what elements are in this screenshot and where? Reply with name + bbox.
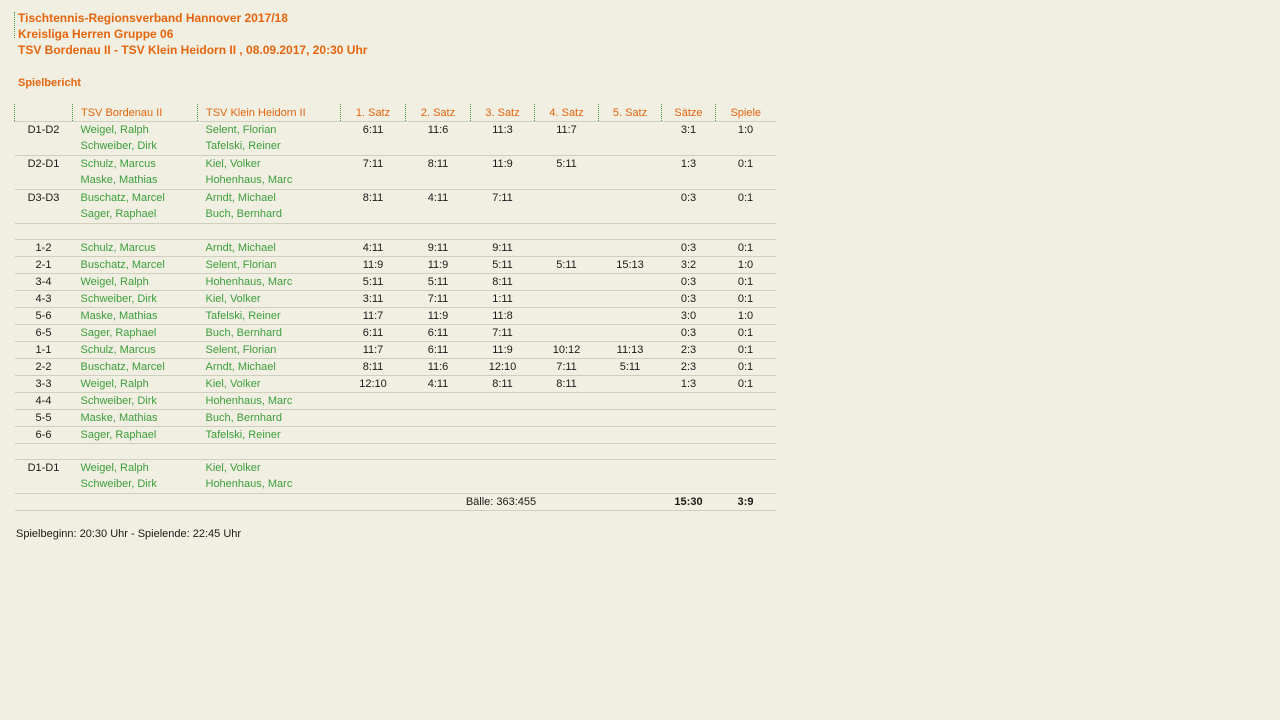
set-2-score-cell: 9:11 [406, 240, 471, 257]
set-1-score-cell: 11:7 [341, 342, 406, 359]
set-2-score-cell: 11:6 [406, 122, 471, 156]
set-1-score-cell [341, 393, 406, 410]
player-name: Schweiber, Dirk [80, 395, 157, 407]
spiele-cell: 0:1 [716, 342, 776, 359]
set-5-score-cell [599, 460, 662, 494]
player-name: Buschatz, Marcel [80, 192, 165, 204]
saetze-cell: 0:3 [662, 190, 716, 224]
away-players-cell [198, 325, 341, 342]
set-5-score-cell [599, 122, 662, 156]
away-players-cell [198, 190, 341, 224]
saetze-cell: 3:0 [662, 308, 716, 325]
header-match-col [15, 104, 73, 122]
spiele-cell: 0:1 [716, 325, 776, 342]
set-5-score-cell [599, 427, 662, 444]
home-players-cell [73, 156, 198, 190]
player-name: Schulz, Marcus [80, 242, 156, 254]
match-row-d1-d2 [15, 122, 776, 156]
set-4-score-cell [535, 291, 599, 308]
set-3-score-cell: 9:11 [471, 240, 535, 257]
player-name: Arndt, Michael [205, 361, 276, 373]
away-players-cell [198, 308, 341, 325]
away-players-cell [198, 410, 341, 427]
table-header-row [15, 104, 776, 122]
match-row-d1-d1 [15, 460, 776, 494]
player-name: Sager, Raphael [80, 208, 157, 220]
spiele-cell [716, 393, 776, 410]
set-3-score-cell: 8:11 [471, 274, 535, 291]
set-3-score-cell: 11:8 [471, 308, 535, 325]
saetze-cell [662, 427, 716, 444]
set-5-score-cell [599, 393, 662, 410]
player-name: Maske, Mathias [80, 412, 158, 424]
group-title: Kreisliga Herren Gruppe 06 [18, 27, 174, 41]
header-set-5: 5. Satz [599, 104, 662, 122]
match-row-6-6 [15, 427, 776, 444]
set-2-score-cell: 8:11 [406, 156, 471, 190]
spiele-cell: 0:1 [716, 291, 776, 308]
match-number-cell: 2-1 [15, 257, 73, 274]
player-name: Selent, Florian [205, 259, 277, 271]
set-3-score-cell: 11:9 [471, 156, 535, 190]
set-5-score-cell: 15:13 [599, 257, 662, 274]
home-players-cell [73, 410, 198, 427]
spiele-cell [716, 427, 776, 444]
away-players-cell [198, 274, 341, 291]
set-4-score-cell: 5:11 [535, 257, 599, 274]
set-5-score-cell [599, 410, 662, 427]
match-number-cell: 3-4 [15, 274, 73, 291]
home-players-cell [73, 308, 198, 325]
set-2-score-cell: 11:6 [406, 359, 471, 376]
away-players-cell [198, 156, 341, 190]
player-name: Maske, Mathias [80, 310, 158, 322]
match-number-cell: 4-4 [15, 393, 73, 410]
match-number-cell: D1-D2 [15, 122, 73, 156]
home-players-cell [73, 359, 198, 376]
home-players-cell [73, 393, 198, 410]
set-4-score-cell [535, 325, 599, 342]
home-players-cell [73, 257, 198, 274]
match-number-cell: 4-3 [15, 291, 73, 308]
set-1-score-cell [341, 460, 406, 494]
player-name: Maske, Mathias [80, 174, 158, 186]
league-title: Tischtennis-Regionsverband Hannover 2017/18 [18, 11, 288, 25]
home-players-cell [73, 427, 198, 444]
match-row-d2-d1 [15, 156, 776, 190]
set-4-score-cell [535, 460, 599, 494]
page-header [14, 10, 1280, 58]
header-set-3: 3. Satz [471, 104, 535, 122]
player-name: Weigel, Ralph [80, 276, 149, 288]
match-number-cell: D2-D1 [15, 156, 73, 190]
match-row-3-3 [15, 376, 776, 393]
set-1-score-cell: 5:11 [341, 274, 406, 291]
set-3-score-cell [471, 393, 535, 410]
home-players-cell [73, 291, 198, 308]
away-players-cell [198, 427, 341, 444]
saetze-cell [662, 393, 716, 410]
set-3-score-cell: 5:11 [471, 257, 535, 274]
home-players-cell [73, 122, 198, 156]
set-4-score-cell: 10:12 [535, 342, 599, 359]
match-number-cell: 6-5 [15, 325, 73, 342]
player-name: Sager, Raphael [80, 429, 157, 441]
spiele-cell: 0:1 [716, 156, 776, 190]
player-name: Buschatz, Marcel [80, 259, 165, 271]
saetze-cell: 0:3 [662, 274, 716, 291]
baelle-total: Bälle: 363:455 [341, 494, 662, 511]
spiele-cell: 0:1 [716, 190, 776, 224]
set-4-score-cell [535, 240, 599, 257]
away-players-cell [198, 257, 341, 274]
player-name: Selent, Florian [205, 344, 277, 356]
saetze-cell: 1:3 [662, 156, 716, 190]
player-name: Arndt, Michael [205, 242, 276, 254]
match-row-2-1 [15, 257, 776, 274]
player-name: Tafelski, Reiner [205, 429, 281, 441]
set-5-score-cell [599, 291, 662, 308]
saetze-cell: 0:3 [662, 291, 716, 308]
set-1-score-cell: 6:11 [341, 122, 406, 156]
set-4-score-cell [535, 427, 599, 444]
set-4-score-cell: 5:11 [535, 156, 599, 190]
set-5-score-cell [599, 325, 662, 342]
set-2-score-cell [406, 393, 471, 410]
spiele-cell: 1:0 [716, 122, 776, 156]
saetze-cell: 3:1 [662, 122, 716, 156]
player-name: Kiel, Volker [205, 158, 261, 170]
set-1-score-cell: 6:11 [341, 325, 406, 342]
match-number-cell: 1-2 [15, 240, 73, 257]
saetze-cell: 3:2 [662, 257, 716, 274]
player-name: Buch, Bernhard [205, 412, 282, 424]
set-4-score-cell [535, 410, 599, 427]
spiele-cell: 0:1 [716, 240, 776, 257]
saetze-cell: 0:3 [662, 240, 716, 257]
player-name: Kiel, Volker [205, 462, 261, 474]
set-2-score-cell: 11:9 [406, 308, 471, 325]
away-players-cell [198, 376, 341, 393]
player-name: Schulz, Marcus [80, 158, 156, 170]
away-players-cell [198, 359, 341, 376]
header-spiele: Spiele [716, 104, 776, 122]
match-row-4-3 [15, 291, 776, 308]
player-name: Schweiber, Dirk [80, 140, 157, 152]
match-row-1-1 [15, 342, 776, 359]
match-row-2-2 [15, 359, 776, 376]
set-5-score-cell [599, 240, 662, 257]
player-name: Hohenhaus, Marc [205, 174, 293, 186]
table-body [15, 122, 776, 494]
set-1-score-cell: 7:11 [341, 156, 406, 190]
set-3-score-cell: 1:11 [471, 291, 535, 308]
player-name: Weigel, Ralph [80, 124, 149, 136]
home-players-cell [73, 240, 198, 257]
match-number-cell: 5-6 [15, 308, 73, 325]
summary-row [15, 494, 776, 511]
saetze-total: 15:30 [662, 494, 716, 511]
away-players-cell [198, 342, 341, 359]
section-title-spielbericht: Spielbericht [18, 77, 81, 89]
spiele-cell: 1:0 [716, 257, 776, 274]
set-3-score-cell: 7:11 [471, 190, 535, 224]
player-name: Hohenhaus, Marc [205, 478, 293, 490]
spiele-cell: 1:0 [716, 308, 776, 325]
set-3-score-cell [471, 427, 535, 444]
home-players-cell [73, 342, 198, 359]
set-2-score-cell: 4:11 [406, 376, 471, 393]
match-number-cell: 2-2 [15, 359, 73, 376]
header-set-4: 4. Satz [535, 104, 599, 122]
set-4-score-cell: 8:11 [535, 376, 599, 393]
set-2-score-cell [406, 460, 471, 494]
set-2-score-cell: 7:11 [406, 291, 471, 308]
spiele-cell: 0:1 [716, 359, 776, 376]
header-away-team: TSV Klein Heidorn II [198, 104, 341, 122]
set-3-score-cell: 11:9 [471, 342, 535, 359]
match-number-cell: 6-6 [15, 427, 73, 444]
saetze-cell [662, 460, 716, 494]
saetze-cell: 2:3 [662, 342, 716, 359]
set-3-score-cell [471, 460, 535, 494]
player-name: Schulz, Marcus [80, 344, 156, 356]
match-times-note: Spielbeginn: 20:30 Uhr - Spielende: 22:45 Uhr [16, 528, 242, 540]
match-row-6-5 [15, 325, 776, 342]
player-name: Tafelski, Reiner [205, 310, 281, 322]
match-row-5-5 [15, 410, 776, 427]
set-1-score-cell: 11:7 [341, 308, 406, 325]
player-name: Hohenhaus, Marc [205, 276, 293, 288]
saetze-cell [662, 410, 716, 427]
set-1-score-cell: 8:11 [341, 359, 406, 376]
set-5-score-cell [599, 308, 662, 325]
player-name: Arndt, Michael [205, 192, 276, 204]
spacer-row [15, 224, 776, 240]
match-row-3-4 [15, 274, 776, 291]
set-2-score-cell [406, 410, 471, 427]
set-2-score-cell: 5:11 [406, 274, 471, 291]
spiele-cell: 0:1 [716, 274, 776, 291]
set-1-score-cell: 4:11 [341, 240, 406, 257]
header-set-2: 2. Satz [406, 104, 471, 122]
set-4-score-cell [535, 190, 599, 224]
set-2-score-cell: 6:11 [406, 342, 471, 359]
set-5-score-cell [599, 156, 662, 190]
match-number-cell: 3-3 [15, 376, 73, 393]
player-name: Kiel, Volker [205, 378, 261, 390]
set-4-score-cell: 7:11 [535, 359, 599, 376]
home-players-cell [73, 325, 198, 342]
spiele-cell [716, 410, 776, 427]
player-name: Schweiber, Dirk [80, 478, 157, 490]
match-row-4-4 [15, 393, 776, 410]
player-name: Buschatz, Marcel [80, 361, 165, 373]
set-4-score-cell [535, 393, 599, 410]
match-row-d3-d3 [15, 190, 776, 224]
spiele-cell: 0:1 [716, 376, 776, 393]
home-players-cell [73, 460, 198, 494]
set-3-score-cell: 8:11 [471, 376, 535, 393]
set-4-score-cell [535, 308, 599, 325]
set-4-score-cell: 11:7 [535, 122, 599, 156]
set-2-score-cell: 11:9 [406, 257, 471, 274]
spiele-total: 3:9 [716, 494, 776, 511]
set-5-score-cell [599, 376, 662, 393]
player-name: Weigel, Ralph [80, 378, 149, 390]
set-1-score-cell [341, 427, 406, 444]
set-2-score-cell: 4:11 [406, 190, 471, 224]
set-5-score-cell: 11:13 [599, 342, 662, 359]
match-row-5-6 [15, 308, 776, 325]
match-row-1-2 [15, 240, 776, 257]
header-saetze: Sätze [662, 104, 716, 122]
spiele-cell [716, 460, 776, 494]
match-number-cell: 1-1 [15, 342, 73, 359]
spacer-cell [15, 224, 776, 240]
saetze-cell: 2:3 [662, 359, 716, 376]
away-players-cell [198, 291, 341, 308]
away-players-cell [198, 460, 341, 494]
spacer-row [15, 444, 776, 460]
set-4-score-cell [535, 274, 599, 291]
player-name: Buch, Bernhard [205, 327, 282, 339]
set-2-score-cell [406, 427, 471, 444]
player-name: Kiel, Volker [205, 293, 261, 305]
player-name: Buch, Bernhard [205, 208, 282, 220]
match-number-cell: D1-D1 [15, 460, 73, 494]
set-3-score-cell: 11:3 [471, 122, 535, 156]
saetze-cell: 1:3 [662, 376, 716, 393]
header-set-1: 1. Satz [341, 104, 406, 122]
report-table [14, 104, 776, 511]
player-name: Schweiber, Dirk [80, 293, 157, 305]
set-2-score-cell: 6:11 [406, 325, 471, 342]
home-players-cell [73, 190, 198, 224]
away-players-cell [198, 393, 341, 410]
set-3-score-cell: 7:11 [471, 325, 535, 342]
match-number-cell: D3-D3 [15, 190, 73, 224]
set-5-score-cell [599, 190, 662, 224]
home-players-cell [73, 376, 198, 393]
set-1-score-cell [341, 410, 406, 427]
set-1-score-cell: 8:11 [341, 190, 406, 224]
player-name: Selent, Florian [205, 124, 277, 136]
match-title: TSV Bordenau II - TSV Klein Heidorn II , 08.09.2017, 20:30 Uhr [18, 43, 368, 57]
summary-empty-cell [15, 494, 341, 511]
set-1-score-cell: 12:10 [341, 376, 406, 393]
away-players-cell [198, 122, 341, 156]
away-players-cell [198, 240, 341, 257]
player-name: Hohenhaus, Marc [205, 395, 293, 407]
saetze-cell: 0:3 [662, 325, 716, 342]
set-5-score-cell: 5:11 [599, 359, 662, 376]
player-name: Tafelski, Reiner [205, 140, 281, 152]
match-number-cell: 5-5 [15, 410, 73, 427]
player-name: Weigel, Ralph [80, 462, 149, 474]
home-players-cell [73, 274, 198, 291]
set-3-score-cell: 12:10 [471, 359, 535, 376]
player-name: Sager, Raphael [80, 327, 157, 339]
set-5-score-cell [599, 274, 662, 291]
set-1-score-cell: 3:11 [341, 291, 406, 308]
dotted-accent-line [14, 12, 15, 38]
set-1-score-cell: 11:9 [341, 257, 406, 274]
spacer-cell [15, 444, 776, 460]
set-3-score-cell [471, 410, 535, 427]
header-home-team: TSV Bordenau II [73, 104, 198, 122]
